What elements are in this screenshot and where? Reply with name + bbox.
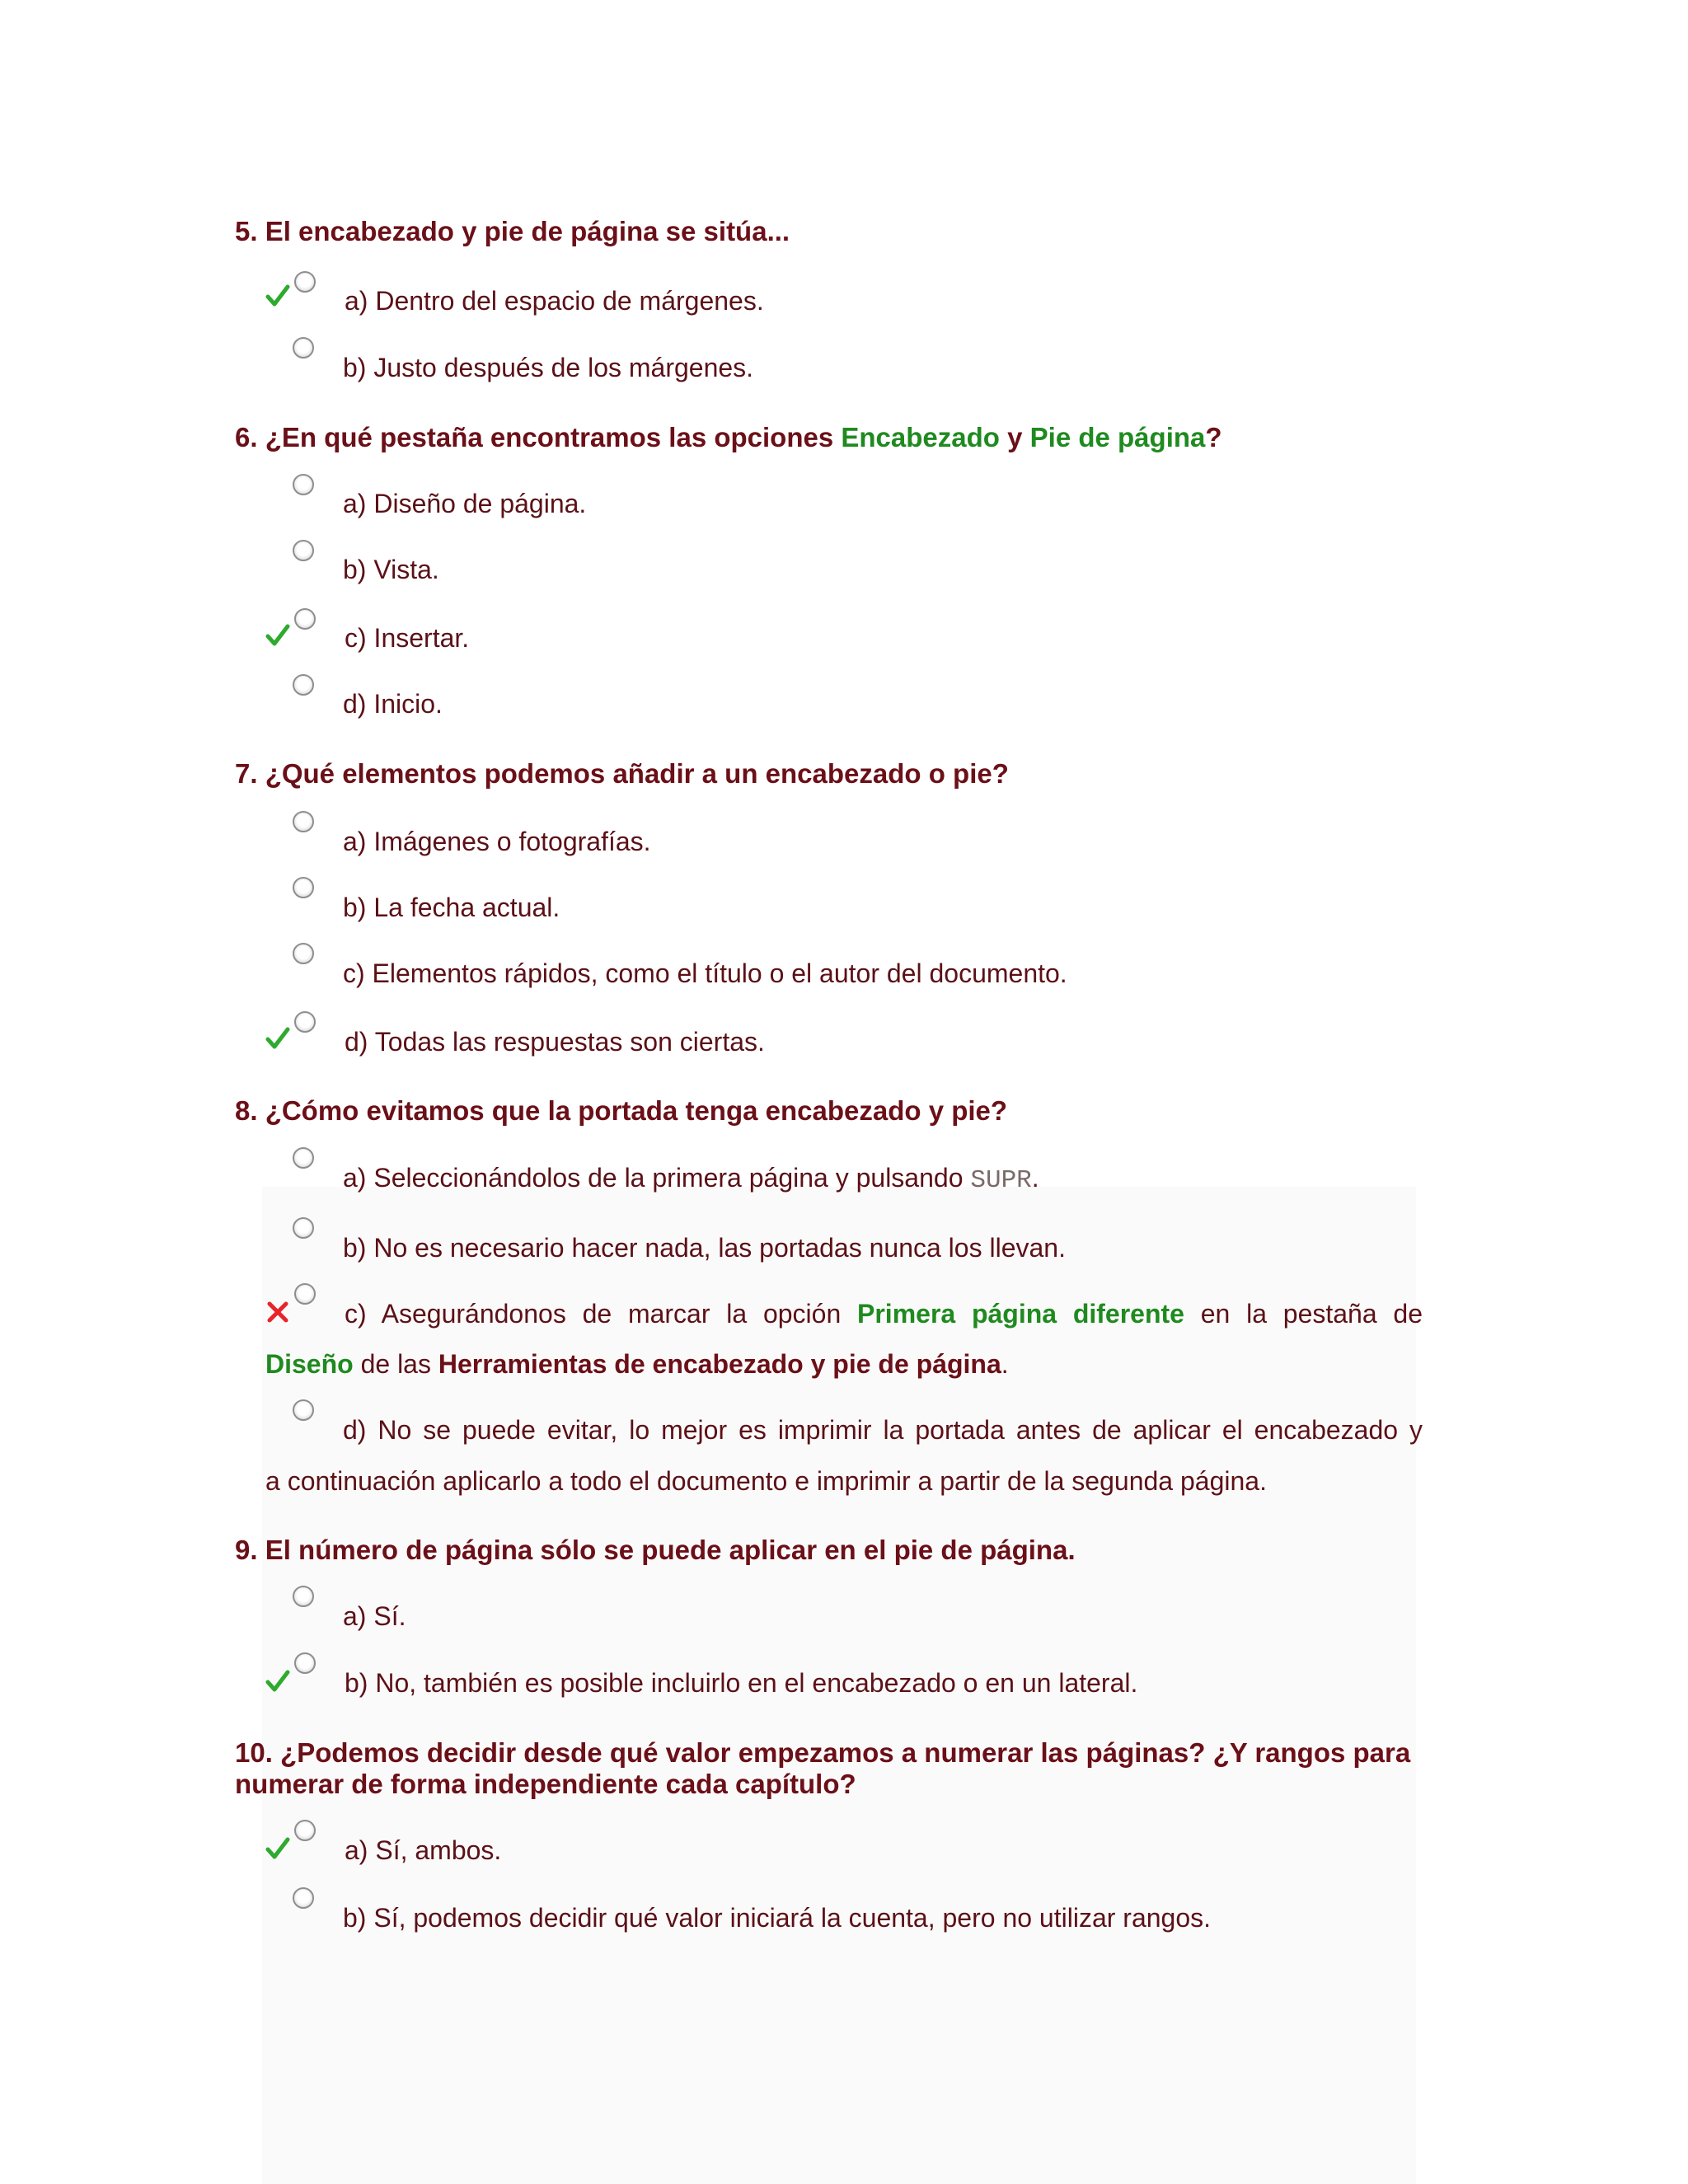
option-q8-c-line2: Diseño de las Herramientas de encabezado y pie de página. [265, 1349, 1009, 1379]
option-q7-c: c) Elementos rápidos, como el título o el autor del documento. [343, 958, 1067, 988]
option-q7-b: b) La fecha actual. [343, 893, 560, 922]
radio-q9-b[interactable] [294, 1652, 316, 1674]
question-5-title: 5. El encabezado y pie de página se sitúa... [235, 216, 790, 246]
option-q10-a: a) Sí, ambos. [345, 1835, 502, 1865]
option-q8-a: a) Seleccionándolos de la primera página y pulsando SUPR. [343, 1163, 1039, 1195]
pie-de-pagina-highlight: Pie de página [1029, 422, 1206, 452]
check-icon [265, 1026, 290, 1051]
radio-q6-c[interactable] [294, 608, 316, 630]
radio-q5-b[interactable] [293, 337, 314, 359]
option-q8-d-line1: d) No se puede evitar, lo mejor es imprimir la portada antes de aplicar el encabezado y [343, 1415, 1423, 1445]
option-q5-b: b) Justo después de los márgenes. [343, 353, 754, 382]
option-q8-c-line1: c) Asegurándonos de marcar la opción Primera página diferente en la pestaña de [345, 1299, 1423, 1329]
option-q7-a: a) Imágenes o fotografías. [343, 827, 651, 856]
option-q8-d-line2: a continuación aplicarlo a todo el documento e imprimir a partir de la segunda página. [265, 1466, 1267, 1496]
option-q9-a: a) Sí. [343, 1601, 406, 1631]
herramientas-highlight: Herramientas de encabezado y pie de página [438, 1349, 1001, 1379]
option-q7-d: d) Todas las respuestas son ciertas. [345, 1027, 765, 1057]
option-q10-b: b) Sí, podemos decidir qué valor iniciará la cuenta, pero no utilizar rangos. [343, 1903, 1212, 1933]
option-q8-b: b) No es necesario hacer nada, las portadas nunca los llevan. [343, 1233, 1066, 1263]
check-icon [265, 623, 290, 648]
cross-icon [265, 1300, 290, 1324]
option-q6-d: d) Inicio. [343, 689, 443, 719]
option-q9-b: b) No, también es posible incluirlo en el encabezado o en un lateral. [345, 1668, 1138, 1698]
radio-q6-a[interactable] [293, 474, 314, 495]
question-6-title: 6. ¿En qué pestaña encontramos las opciones Encabezado y Pie de página? [235, 422, 1222, 452]
radio-q8-a[interactable] [293, 1147, 314, 1169]
check-icon [265, 1669, 290, 1694]
radio-q10-b[interactable] [293, 1887, 314, 1909]
radio-q7-b[interactable] [293, 877, 314, 898]
question-8-title: 8. ¿Cómo evitamos que la portada tenga encabezado y pie? [235, 1095, 1008, 1126]
option-q6-a: a) Diseño de página. [343, 489, 587, 518]
supr-key: SUPR [970, 1166, 1032, 1195]
radio-q6-d[interactable] [293, 674, 314, 696]
radio-q7-a[interactable] [293, 811, 314, 832]
radio-q7-c[interactable] [293, 943, 314, 964]
radio-q10-a[interactable] [294, 1820, 316, 1841]
radio-q7-d[interactable] [294, 1011, 316, 1033]
radio-q8-b[interactable] [293, 1217, 314, 1239]
question-9-title: 9. El número de página sólo se puede aplicar en el pie de página. [235, 1535, 1076, 1565]
check-icon [265, 1836, 290, 1861]
check-icon [265, 284, 290, 308]
radio-q8-d[interactable] [293, 1399, 314, 1421]
question-7-title: 7. ¿Qué elementos podemos añadir a un encabezado o pie? [235, 758, 1009, 789]
encabezado-highlight: Encabezado [841, 422, 1000, 452]
option-q5-a: a) Dentro del espacio de márgenes. [345, 286, 764, 316]
option-q6-b: b) Vista. [343, 555, 439, 584]
primera-pagina-diferente-highlight: Primera página diferente [857, 1299, 1184, 1329]
question-10-title: 10. ¿Podemos decidir desde qué valor empezamos a numerar las páginas? ¿Y rangos para numerar de forma independiente cada capítulo? [235, 1737, 1411, 1799]
diseno-highlight: Diseño [265, 1349, 354, 1379]
radio-q9-a[interactable] [293, 1586, 314, 1607]
radio-q8-c[interactable] [294, 1283, 316, 1305]
option-q6-c: c) Insertar. [345, 623, 470, 653]
radio-q6-b[interactable] [293, 540, 314, 561]
radio-q5-a[interactable] [294, 271, 316, 293]
